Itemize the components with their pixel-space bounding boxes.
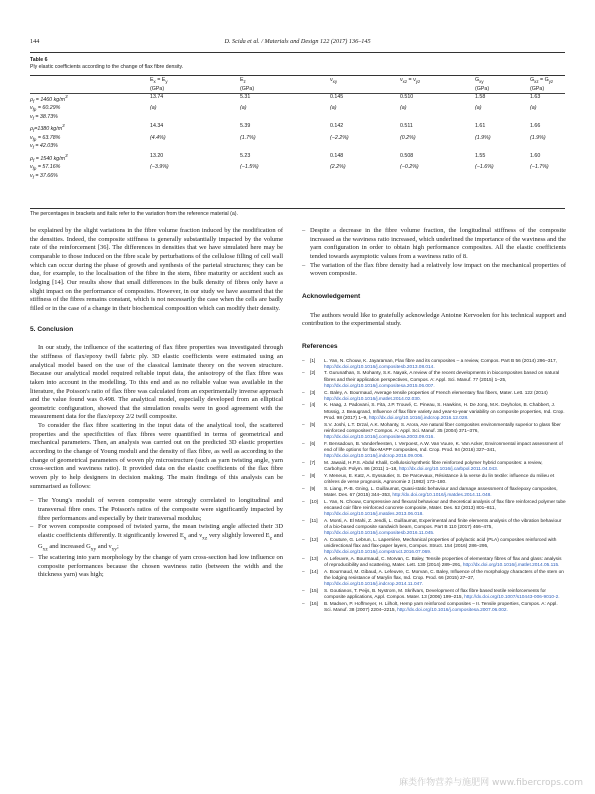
running-header bbox=[30, 38, 565, 50]
finding-item: – The variation of the flax fibre density had a relatively low impact on the mechanical properties of woven composite. bbox=[302, 262, 566, 279]
reference-text bbox=[324, 557, 566, 569]
reference-citation: A. Lefeuvre, A. Bourmaud, C. Morvan, C. Baley, Tensile properties of elementary fibres of flax and glass: analysis of reproducibility and scattering, Mater. Lett. 130 (2014) 289–291, bbox=[324, 556, 562, 569]
section-title-acknowledgement: Acknowledgement bbox=[302, 292, 361, 300]
value-cell: (−0.2%) bbox=[400, 164, 419, 171]
reference-number: – [15] bbox=[310, 588, 318, 594]
reference-text bbox=[324, 371, 566, 390]
body-paragraph: In our study, the influence of the scattering of flax fibre properties was investigated through the stiffness of flax/epoxy twill fabric ply. 3D elastic coefficients were estimated using an analytical model based on the use of the classical laminate theory on the woven structure. Because our analytical model required reliable input data, the anisotropy of the flax fibre was taken into account in the modelling. To this end and as no reliable value was available in the literature, the Poisson's ratio of flax fibre was calculated from an experimentally inverse approach and the value found was 0.498. The analytical model, especially developed from an elliptical geometric configuration, showed that the simulation results were in good agreement with the measurement data for the flax/epoxy 2/2 twill composite. bbox=[30, 344, 283, 421]
doi-link[interactable]: http://dx.doi.org/10.1016/j.compositesa.2003.09.016. bbox=[324, 435, 435, 440]
reference-number: – [5] bbox=[310, 422, 316, 428]
value-cell: (−1.6%) bbox=[475, 164, 494, 171]
table-header-cell: $G_{xz} = G_{yz}$ (GPa) bbox=[530, 77, 554, 92]
reference-text bbox=[324, 602, 566, 614]
value-cell: 14.34 bbox=[150, 123, 164, 130]
body-paragraph: To consider the flax fibre scattering in the input data of the analytical tool, the scattered properties and the specificities of flax fibres were quantified in terms of geometrical and mechanical parameters. Then, an analysis was carried out on the predicted 3D elastic properties according to the change of Young moduli and the density of flax fibre, as well as according to the change of geometrical parameters of woven ply microstructure (such as yarn twisting angle, yarn cross-section and waviness ratio). It provided data on the elastic coefficients of the flax fibre woven ply to help designers in decision making. The main findings of this analysis can be summarised as follows: bbox=[30, 422, 283, 490]
value-cell: 0.145 bbox=[330, 94, 344, 101]
value-cell bbox=[530, 143, 565, 153]
section-title-references: References bbox=[302, 342, 338, 350]
reference-text bbox=[324, 500, 566, 519]
reference-number: – [13] bbox=[310, 556, 318, 562]
value-cell: 1.66 bbox=[530, 123, 541, 130]
reference-citation: S. Liang, P.-B. Gning, L. Guillaumat, Quasi-static behaviour and damage assessment of flax/epoxy composites, Mater. Des. 67 (2015) 344–353, bbox=[324, 486, 558, 498]
reference-citation: M. Jawaid, H.P.S. Abdul Khalil, Cellulosic/synthetic fibre reinforced polymer hybrid composites: a review, Carbohydr. Polym. 86 (2011) 1–18, bbox=[324, 460, 543, 473]
doi-link[interactable]: http://dx.doi.org/10.1016/j.indcrop.2016.12.028. bbox=[368, 415, 469, 421]
reference-text bbox=[324, 442, 566, 461]
value-cell: 1.58 bbox=[475, 94, 486, 101]
reference-item bbox=[302, 487, 566, 499]
reference-citation: F. Bensadoun, B. Vanderfeesten, I. Verpoest, A.W. Van Vuure, K. Van Acker, Environmental impact assessment of end of life options for flax-MAPP composites, Ind. Crop. Prod. 94 (2016) 327–341, bbox=[324, 441, 563, 453]
doi-link[interactable]: http://dx.doi.org/10.1016/j.matlet.2014.05.115. bbox=[462, 563, 560, 569]
value-cell bbox=[530, 173, 565, 183]
reference-item bbox=[302, 589, 566, 601]
reference-item bbox=[302, 500, 566, 519]
value-cell bbox=[330, 173, 400, 183]
reference-text bbox=[324, 474, 566, 486]
reference-number: – [3] bbox=[310, 390, 316, 396]
reference-citation: T. Gurunathan, S. Mohanty, S.K. Nayak, A review of the recent developments in biocomposites based on natural fibres and their application perspectives, Compos. A: Appl. Sci. Manuf. 77 (2015) 1–25, bbox=[324, 371, 560, 383]
left-column bbox=[30, 227, 283, 580]
reference-text bbox=[324, 538, 566, 557]
reference-citation: Y. Meneux, E. Katz, A. Eyssautier, S. De Parcevaux, Résistance à la verse du lin textile: influence du milieu et critères de verse prognosis, Agronomie 2 (1982) 173–180. bbox=[324, 473, 555, 485]
value-cell bbox=[240, 114, 330, 124]
reference-item bbox=[302, 519, 566, 538]
table-label: Table 6 bbox=[30, 57, 48, 63]
reference-number: – [2] bbox=[310, 371, 316, 377]
table-header-row bbox=[30, 76, 565, 94]
value-cell: (2.2%) bbox=[330, 164, 346, 171]
reference-number: – [6] bbox=[310, 441, 316, 447]
doi-link[interactable]: http://dx.doi.org/10.1016/j.indcrop.2014.11.047. bbox=[324, 582, 424, 588]
value-cell bbox=[150, 173, 240, 183]
reference-citation: S.V. Joshi, L.T. Drzal, A.K. Mohanty, S. Arora, Are natural fiber composites environmentally superior to glass fiber reinforced composites? Compos. A: Appl. Sci. Manuf. 35 (2004) 371–376, bbox=[324, 422, 561, 434]
value-cell: (−1.7%) bbox=[530, 164, 549, 171]
table-header-cell bbox=[30, 76, 150, 94]
reference-text bbox=[324, 423, 566, 442]
value-cell: 1.61 bbox=[475, 123, 486, 130]
elastic-coefficients-table bbox=[30, 76, 565, 182]
doi-link[interactable]: http://dx.doi.org/10.1016/j.compositesa.2015.06.007. bbox=[324, 383, 435, 389]
reference-citation: B. Madsen, P. Hoffmeyer, H. Lilholt, Hemp yarn reinforced composites – II. Tensile properties, Compos. A: Appl. Sci. Manuf. 38 (2007) 2204–2215, bbox=[324, 601, 558, 613]
row-label-cell: $\rho_f = 1540$ $kg/m^3$ bbox=[30, 152, 68, 163]
reference-number: – [9] bbox=[310, 486, 316, 492]
reference-item bbox=[302, 570, 566, 589]
reference-citation: S. Goutianos, T. Peijs, B. Nystrom, M. Skrifvars, Development of flax fibre based textile reinforcements for composite applications, Appl. Compos. Mater. 13 (2006) 199–215, bbox=[324, 588, 546, 601]
reference-number: – [16] bbox=[310, 601, 318, 607]
value-cell bbox=[330, 143, 400, 153]
row-label-cell: $v_f = 42.03\%$ bbox=[30, 143, 58, 151]
reference-item bbox=[302, 474, 566, 486]
table-header-cell: $\nu_{xz} = \nu_{yz}$ bbox=[400, 77, 421, 85]
table-row bbox=[30, 94, 565, 106]
doi-link[interactable]: http://dx.doi.org/10.1016/j.compstruct.2016.07.069. bbox=[324, 550, 432, 556]
reference-citation: L. Yan, N. Chouw, K. Jayaraman, Flax fibre and its composites – a review, Compos. Part B 56 (2014) 296–317, bbox=[324, 358, 557, 364]
table-header-cell: $E_z$ (GPa) bbox=[240, 77, 255, 92]
value-cell: (4.4%) bbox=[150, 134, 166, 141]
table-row bbox=[30, 105, 565, 114]
value-cell bbox=[475, 173, 530, 183]
value-cell: (−1.5%) bbox=[240, 164, 259, 171]
value-cell: (1.9%) bbox=[530, 134, 546, 141]
table-row bbox=[30, 114, 565, 124]
reference-number: – [12] bbox=[310, 537, 318, 543]
reference-number: – [4] bbox=[310, 403, 316, 409]
reference-citation: A. Bourmaud, M. Gibaud, A. Lefeuvre, C. Morvan, C. Baley, Influence of the morphology characters of the stem on the lodging resistance of Marylin flax, Ind. Crop. Prod. 66 (2015) 27–37, bbox=[324, 569, 564, 581]
reference-text bbox=[324, 519, 566, 538]
value-cell: 13.74 bbox=[150, 94, 164, 101]
value-cell: (a) bbox=[150, 105, 157, 112]
journal-citation: D. Scida et al. / Materials and Design 122 (2017) 136–145 bbox=[224, 38, 371, 45]
reference-item bbox=[302, 371, 566, 390]
value-cell: (1.7%) bbox=[240, 134, 256, 141]
value-cell: (a) bbox=[400, 105, 407, 112]
table-bottom-rule bbox=[30, 208, 565, 209]
finding-item: – For woven composite composed of twisted yarns, the mean twisting angle affected their 3D elastic coefficients differently. It significantly lowered $E_x$ and $\nu_{xz}$ very slightly lowered $E_z$ and $G_{xz}$ and increased $G_{xy}$ and $\nu_{xy}$; bbox=[30, 523, 283, 554]
value-cell bbox=[475, 114, 530, 124]
value-cell bbox=[150, 143, 240, 153]
value-cell: 13.20 bbox=[150, 152, 164, 159]
reference-number: – [1] bbox=[310, 358, 316, 364]
body-paragraph: be explained by the slight variations in the fibre volume fraction induced by the modification of the densities. Indeed, the composite stiffness is generally substantially impacted by the volume rate of the reinforcement [36]. The differences in densities that we have simulated here may be comparable to those induced on the fibre scale by perturbations of the cellulose filling of cell wall which can occur during the phase of growth and synthesis of the parietal structures; they can be due, for example, to the localisation of the fibre in the stem, fibre maturity or accident such as lodging [14]. Our results show that small differences in the bulk density of fibres only have a slight impact on the performance of composites. However, in our study we have assumed that the stiffness of the fibres remains constant, which is not necessarily the case when the cells are badly filled or in the case of a change in their biochemical composition which can modify their density. bbox=[30, 227, 283, 312]
table-row bbox=[30, 164, 565, 173]
value-cell bbox=[400, 114, 475, 124]
value-cell bbox=[475, 143, 530, 153]
value-cell: (0.2%) bbox=[400, 134, 416, 141]
reference-number: – [11] bbox=[310, 518, 318, 524]
section-title-conclusion: 5. Conclusion bbox=[30, 325, 74, 333]
reference-citation: K. Haag, J. Padovani, S. Fita, J.P. Trouvé, C. Pineau, S. Hawkins, H. De Jong, M.K. Deyholos, B. Chabbert, J. Müssig, J. Beaugrand, Influence of flax fibre variety and year-to-year variability on composite properties, Ind. Crop. Prod. 98 (2017) 1–9, bbox=[324, 403, 565, 421]
reference-item bbox=[302, 359, 566, 371]
doi-link[interactable]: http://dx.doi.org/10.1016/j.matdes.2014.11.048. bbox=[392, 492, 492, 498]
reference-citation: L. Yan, N. Chouw, Compressive and flexural behaviour and theoretical analysis of flax fibre reinforced polymer tube encased coir fibre reinforced concrete composite, Mater. Des. 52 (2013) 801–811, bbox=[324, 499, 566, 511]
reference-number: – [10] bbox=[310, 499, 318, 505]
table-header-cell: $E_x = E_y$ (GPa) bbox=[150, 77, 168, 92]
doi-link[interactable]: http://dx.doi.org/10.1016/j.compositesb.2016.11.045. bbox=[324, 531, 435, 537]
value-cell: 1.63 bbox=[530, 94, 541, 101]
value-cell: 0.508 bbox=[400, 152, 414, 159]
table-footnote: The percentages in brackets and italic refer to the variation from the reference material (a). bbox=[30, 211, 238, 217]
reference-list bbox=[302, 359, 566, 615]
reference-text bbox=[324, 461, 566, 473]
row-label-cell: $v_{fp} = 63.78\%$ bbox=[30, 134, 61, 142]
finding-item: – Despite a decrease in the fibre volume fraction, the longitudinal stiffness of the composite increased as the waviness ratio increased, which underlined the importance of the waviness and the yarn configuration in order to obtain high performance composites. All the elastic coefficients tended towards asymptotic values from a waviness ratio of 8. bbox=[302, 227, 566, 262]
value-cell: (a) bbox=[330, 105, 337, 112]
reference-text bbox=[324, 570, 566, 589]
row-label-cell: $v_{fp} = 60.29\%$ bbox=[30, 105, 61, 113]
value-cell: 1.60 bbox=[530, 152, 541, 159]
findings-list-continued bbox=[302, 227, 566, 279]
row-label-cell: $v_f = 37.66\%$ bbox=[30, 172, 58, 180]
value-cell: 1.55 bbox=[475, 152, 486, 159]
value-cell: (−3.9%) bbox=[150, 164, 169, 171]
doi-link[interactable]: http://dx.doi.org/10.1016/j.compositesb.2013.08.014. bbox=[324, 364, 435, 370]
row-label-cell: $\rho_f=1380$ $kg/m^3$ bbox=[30, 123, 65, 134]
value-cell: (a) bbox=[240, 105, 247, 112]
value-cell: 0.148 bbox=[330, 152, 344, 159]
value-cell bbox=[240, 143, 330, 153]
reference-text bbox=[324, 391, 566, 403]
reference-item bbox=[302, 442, 566, 461]
doi-link[interactable]: http://dx.doi.org/10.1007/s10443-006-9010-2. bbox=[464, 595, 560, 601]
value-cell bbox=[530, 114, 565, 124]
table-header-cell: $G_{xy}$ (GPa) bbox=[475, 77, 490, 92]
value-cell: 5.23 bbox=[240, 152, 251, 159]
value-cell: 0.511 bbox=[400, 123, 413, 130]
row-label-cell: $\rho_f = 1460$ $kg/m^3$ bbox=[30, 94, 68, 104]
value-cell: (1.9%) bbox=[475, 134, 491, 141]
table-caption bbox=[30, 57, 183, 71]
reference-item bbox=[302, 403, 566, 422]
value-cell: (a) bbox=[475, 105, 482, 112]
reference-item bbox=[302, 461, 566, 473]
value-cell bbox=[150, 114, 240, 124]
value-cell bbox=[330, 114, 400, 124]
reference-item bbox=[302, 538, 566, 557]
row-label-cell: $v_f = 38.73\%$ bbox=[30, 113, 58, 121]
doi-link[interactable]: http://dx.doi.org/10.1016/j.matdes.2013.06.018. bbox=[324, 511, 424, 517]
doi-link[interactable]: http://dx.doi.org/10.1016/j.compositesa.2007.06.002. bbox=[397, 607, 508, 613]
doi-link[interactable]: http://dx.doi.org/10.1016/j.matlet.2014.02.030. bbox=[324, 396, 421, 402]
table-row bbox=[30, 173, 565, 183]
reference-item bbox=[302, 423, 566, 442]
table-body bbox=[30, 94, 565, 183]
value-cell bbox=[240, 173, 330, 183]
reference-number: – [7] bbox=[310, 460, 316, 466]
table-row bbox=[30, 153, 565, 164]
reference-citation: C. Baley, A. Bourmaud, Average tensile properties of French elementary flax fibers, Mater. Lett. 122 (2014) bbox=[324, 390, 548, 396]
reference-number: – [14] bbox=[310, 569, 318, 575]
acknowledgement-text: The authors would like to gratefully acknowledge Antoine Kervoelen for his technical support and contribution to the experimental study. bbox=[302, 311, 566, 328]
value-cell: 5.31 bbox=[240, 94, 251, 101]
watermark: 麻类作物营养与施肥网 www.fibercrops.com bbox=[399, 778, 583, 788]
value-cell: (a) bbox=[530, 105, 537, 112]
table-header-cell: $\nu_{xy}$ bbox=[330, 77, 338, 85]
value-cell bbox=[400, 143, 475, 153]
findings-list bbox=[30, 497, 283, 579]
reference-text bbox=[324, 589, 566, 601]
reference-citation: A. Couture, G. Lebrun, L. Laperrière, Mechanical properties of polylactic acid (PLA) composites reinforced with unidirectional flax and flax-paper layers, Compos. Struct. 154 (2016) 286–295, bbox=[324, 537, 557, 549]
reference-text bbox=[324, 487, 566, 499]
value-cell: 5.39 bbox=[240, 123, 251, 130]
page-number: 144 bbox=[30, 38, 40, 45]
table-row bbox=[30, 135, 565, 144]
reference-number: – [8] bbox=[310, 473, 316, 479]
table-caption-text: Ply elastic coefficients according to the change of flax fibre density. bbox=[30, 64, 184, 70]
reference-text bbox=[324, 359, 566, 371]
table-row bbox=[30, 143, 565, 153]
table-row bbox=[30, 123, 565, 134]
finding-item: – The scattering into yarn morphology by the change of yarn cross-section had low influence on composite performances because the chosen waviness ratio (between the width and the thickness yarn) was high; bbox=[30, 554, 283, 580]
value-cell bbox=[400, 173, 475, 183]
header-rule bbox=[30, 52, 565, 53]
doi-link[interactable]: http://dx.doi.org/10.1016/j.carbpol.2011.04.043. bbox=[398, 467, 499, 473]
finding-item: – The Young's moduli of woven composite were strongly correlated to longitudinal and transversal fibre ones. The Poisson's ratios of the composite were significantly impacted by fibre performances and especially by their transversal modulus; bbox=[30, 497, 283, 523]
right-column bbox=[302, 227, 566, 615]
reference-item bbox=[302, 557, 566, 569]
value-cell: 0.142 bbox=[330, 123, 344, 130]
reference-text bbox=[324, 403, 566, 422]
value-cell: (−2.2%) bbox=[330, 134, 349, 141]
row-label-cell: $v_{fp} = 57.16\%$ bbox=[30, 164, 61, 172]
reference-citation: A. Monti, A. El Mahi, Z. Jendli, L. Guillaumat, Experimental and finite elements analysis of the vibration behaviour of a bio-based composite sandwich beam, Compos. Part B 110 (2017) 466–475, bbox=[324, 518, 562, 530]
reference-item bbox=[302, 391, 566, 403]
reference-item bbox=[302, 602, 566, 614]
value-cell: 0.510 bbox=[400, 94, 414, 101]
doi-link[interactable]: http://dx.doi.org/10.1016/j.indcrop.2016.09.006. bbox=[324, 454, 424, 460]
